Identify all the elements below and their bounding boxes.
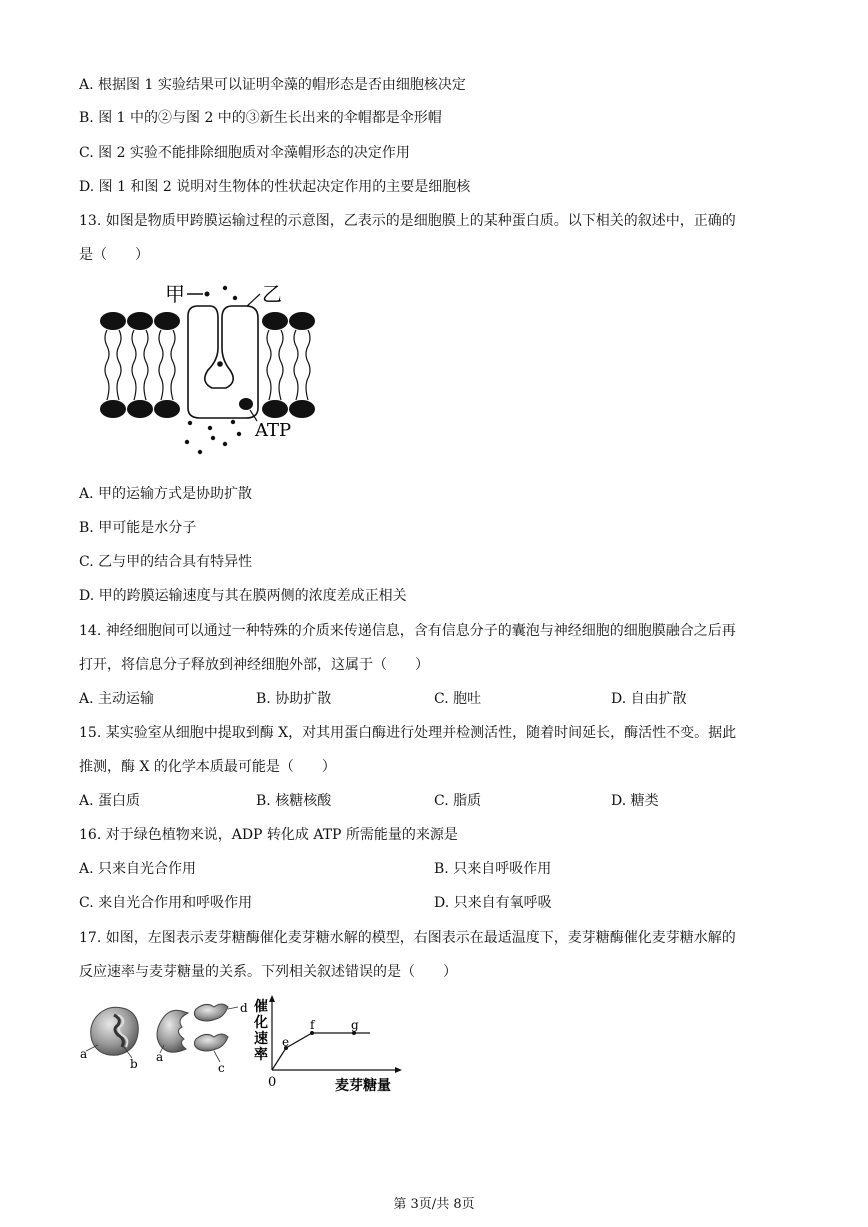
q14-stem-line1: 14. 神经细胞间可以通过一种特殊的介质来传递信息，含有信息分子的囊泡与神经细胞的细胞膜融合之后再 xyxy=(79,623,736,639)
label-jia: 甲 xyxy=(165,282,185,306)
q16-stem: 16. 对于绿色植物来说，ADP 转化成 ATP 所需能量的来源是 xyxy=(79,827,458,843)
ylabel-char-1: 催 xyxy=(254,999,268,1015)
label-yi: 乙 xyxy=(262,282,282,306)
free-enzyme xyxy=(157,1010,188,1052)
ylabel-char-3: 速 xyxy=(254,1031,268,1047)
q12-option-c: C. 图 2 实验不能排除细胞质对伞藻帽形态的决定作用 xyxy=(79,145,410,161)
enzyme-model-figure xyxy=(78,995,263,1080)
q13-option-a: A. 甲的运输方式是协助扩散 xyxy=(79,486,253,502)
q13-option-d: D. 甲的跨膜运输速度与其在膜两侧的浓度差成正相关 xyxy=(79,588,407,604)
reaction-rate-graph xyxy=(250,995,410,1095)
q16-option-a: A. 只来自光合作用 xyxy=(79,861,197,877)
q14-option-b: B. 协助扩散 xyxy=(256,691,332,707)
q12-option-b: B. 图 1 中的②与图 2 中的③新生长出来的伞帽都是伞形帽 xyxy=(79,110,442,126)
q16-option-d: D. 只来自有氧呼吸 xyxy=(434,895,552,911)
q15-option-c: C. 脂质 xyxy=(434,793,482,809)
q12-option-a: A. 根据图 1 实验结果可以证明伞藻的帽形态是否由细胞核决定 xyxy=(79,77,466,93)
label-a2: a xyxy=(156,1050,164,1064)
q15-stem-line2: 推测，酶 X 的化学本质最可能是（ ） xyxy=(79,759,336,775)
q16-option-c: C. 来自光合作用和呼吸作用 xyxy=(79,895,253,911)
enzyme-substrate-complex xyxy=(91,1007,139,1055)
q12-option-d: D. 图 1 和图 2 说明对生物体的性状起决定作用的主要是细胞核 xyxy=(79,179,471,195)
q17-stem-line1: 17. 如图，左图表示麦芽糖酶催化麦芽糖水解的模型，右图表示在最适温度下，麦芽糖酶催化麦芽糖水解的 xyxy=(79,930,736,946)
q15-option-d: D. 糖类 xyxy=(611,793,659,809)
point-g: g xyxy=(351,1018,359,1032)
q13-option-b: B. 甲可能是水分子 xyxy=(79,520,197,536)
origin-label: 0 xyxy=(268,1075,277,1090)
page-footer: 第 3页/共 8页 xyxy=(393,1197,475,1212)
point-f: f xyxy=(310,1018,315,1032)
label-a1: a xyxy=(80,1047,88,1061)
label-c: c xyxy=(218,1061,225,1075)
q16-option-b: B. 只来自呼吸作用 xyxy=(434,861,552,877)
point-e: e xyxy=(282,1035,290,1049)
phospholipid-right xyxy=(262,312,315,418)
q14-option-c: C. 胞吐 xyxy=(434,691,482,707)
q14-option-d: D. 自由扩散 xyxy=(611,691,687,707)
label-atp: ATP xyxy=(255,420,292,441)
label-b: b xyxy=(130,1057,138,1071)
q14-stem-line2: 打开，将信息分子释放到神经细胞外部，这属于（ ） xyxy=(79,657,429,673)
q15-stem-line1: 15. 某实验室从细胞中提取到酶 X，对其用蛋白酶进行处理并检测活性，随着时间延长，酶活性不变。据此 xyxy=(79,725,737,741)
product-d xyxy=(194,1004,228,1021)
xlabel: 麦芽糖量 xyxy=(335,1078,391,1094)
q13-stem-line2: 是（ ） xyxy=(79,247,149,263)
q14-option-a: A. 主动运输 xyxy=(79,691,155,707)
q13-option-c: C. 乙与甲的结合具有特异性 xyxy=(79,554,253,570)
ylabel-char-2: 化 xyxy=(254,1015,268,1031)
phospholipid-left xyxy=(100,312,180,418)
product-c xyxy=(194,1034,228,1051)
q13-stem-line1: 13. 如图是物质甲跨膜运输过程的示意图，乙表示的是细胞膜上的某种蛋白质。以下相关的叙述中，正确的 xyxy=(79,213,736,229)
q15-option-b: B. 核糖核酸 xyxy=(256,793,332,809)
ylabel-char-4: 率 xyxy=(254,1047,268,1063)
membrane-transport-figure xyxy=(95,278,335,458)
q15-option-a: A. 蛋白质 xyxy=(79,793,141,809)
label-d: d xyxy=(240,1001,248,1015)
q17-stem-line2: 反应速率与麦芽糖量的关系。下列相关叙述错误的是（ ） xyxy=(79,964,457,980)
